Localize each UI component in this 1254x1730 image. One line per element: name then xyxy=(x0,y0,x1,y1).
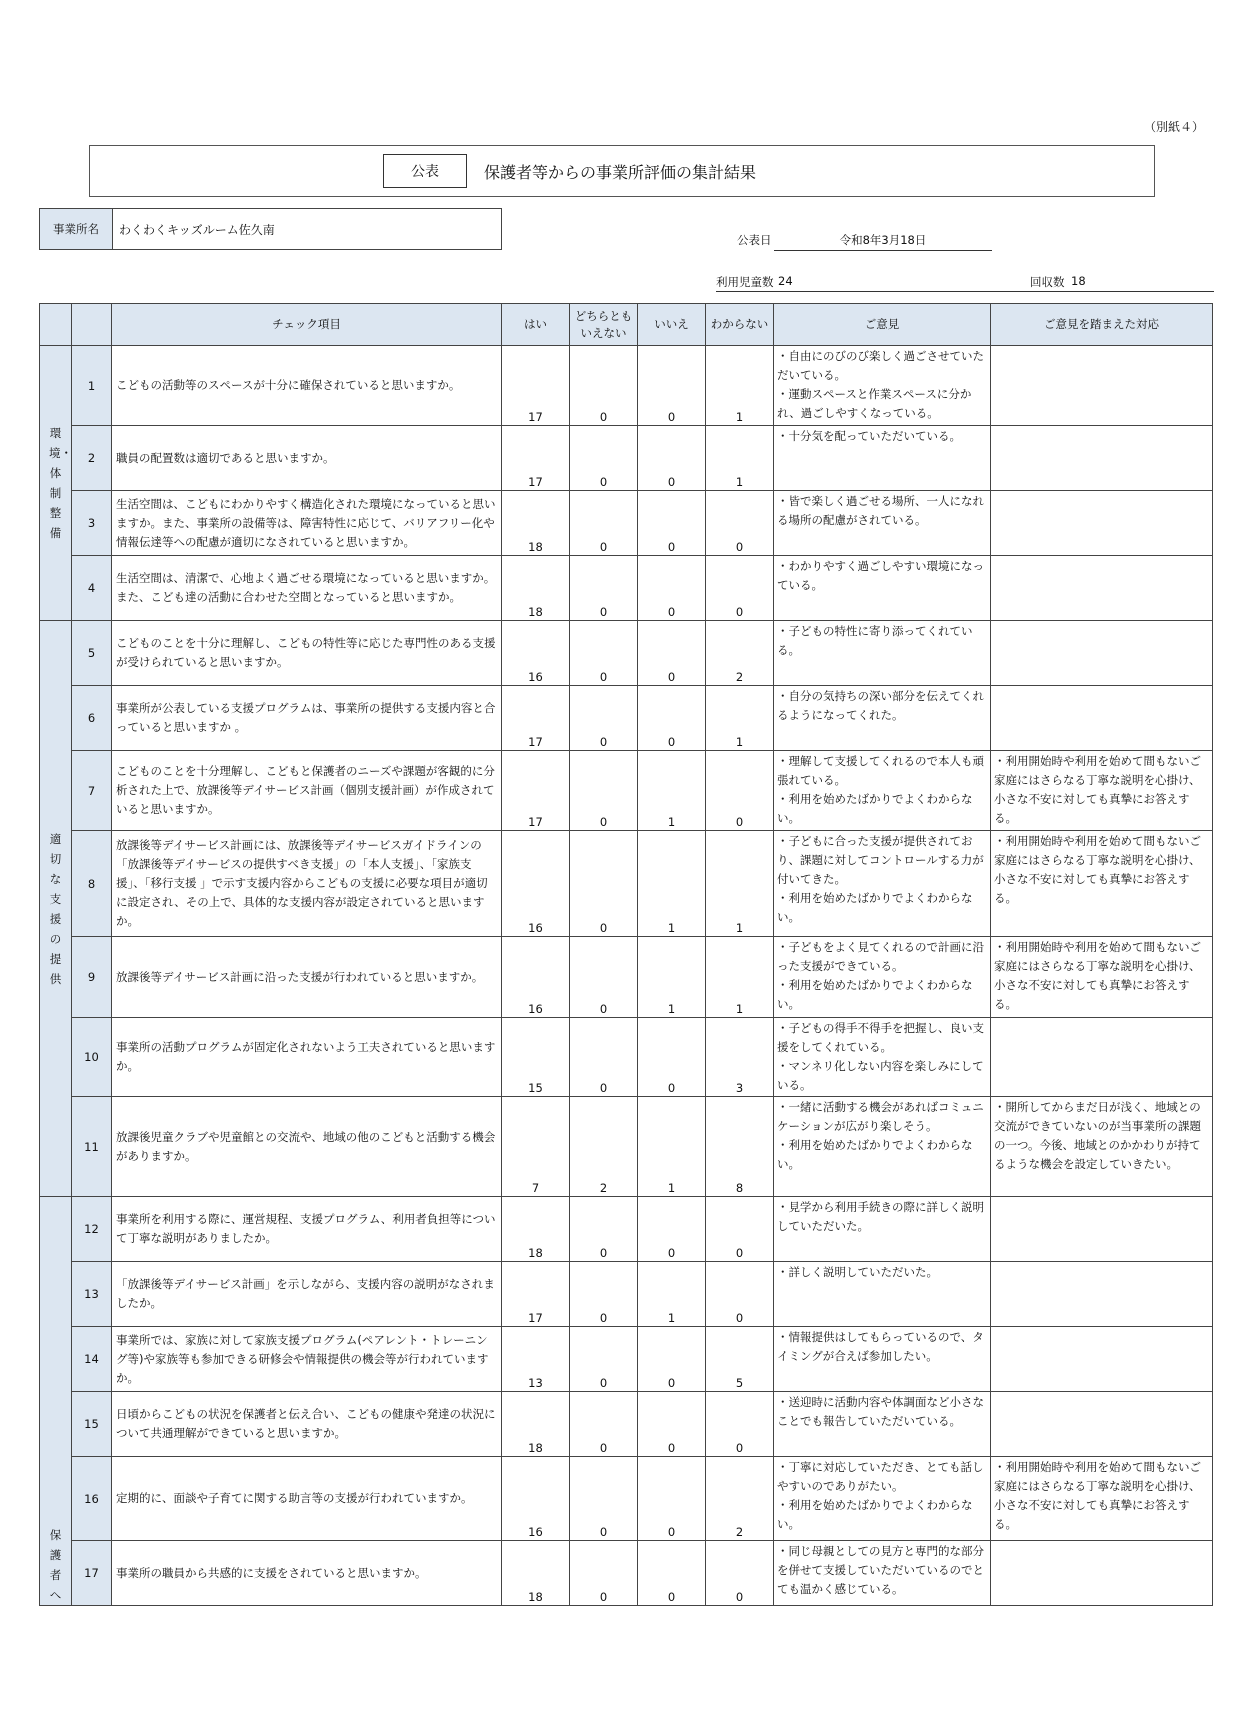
answer-yes: 18 xyxy=(502,1197,570,1262)
opinion-cell: ・理解して支援してくれるので本人も頑張れている。 ・利用を始めたばかりでよくわからない。 xyxy=(774,751,991,831)
answer-neutral: 0 xyxy=(570,1541,638,1606)
table-row xyxy=(40,1541,1213,1606)
answer-yes: 16 xyxy=(502,831,570,937)
answer-yes: 18 xyxy=(502,1392,570,1457)
header-check-item: チェック項目 xyxy=(112,304,502,346)
response-cell xyxy=(991,1327,1213,1392)
table-row xyxy=(40,1327,1213,1392)
office-name-label: 事業所名 xyxy=(40,209,113,249)
response-cell xyxy=(991,346,1213,426)
answer-unknown: 0 xyxy=(706,1262,774,1327)
answer-yes: 15 xyxy=(502,1018,570,1097)
table-row xyxy=(40,686,1213,751)
answer-no: 1 xyxy=(638,1097,706,1197)
answer-neutral: 0 xyxy=(570,1262,638,1327)
publish-badge: 公表 xyxy=(383,154,467,188)
response-cell xyxy=(991,686,1213,751)
opinion-cell: ・同じ母親としての見方と専門的な部分を併せて支援していただいているのでとても温かく感じている。 xyxy=(774,1541,991,1606)
answer-no: 0 xyxy=(638,1457,706,1541)
opinion-cell: ・詳しく説明していただいた。 xyxy=(774,1262,991,1327)
check-item: 放課後児童クラブや児童館との交流や、地域の他のこどもと活動する機会がありますか。 xyxy=(112,1097,502,1197)
check-item: 職員の配置数は適切であると思いますか。 xyxy=(112,426,502,491)
answer-neutral: 0 xyxy=(570,1457,638,1541)
row-number: 17 xyxy=(72,1541,112,1606)
answer-neutral: 0 xyxy=(570,556,638,621)
check-item: 事業所の職員から共感的に支援をされていると思いますか。 xyxy=(112,1541,502,1606)
answer-neutral: 0 xyxy=(570,937,638,1018)
table-row xyxy=(40,1392,1213,1457)
row-number: 4 xyxy=(72,556,112,621)
check-item: 事業所の活動プログラムが固定化されないよう工夫されていると思いますか。 xyxy=(112,1018,502,1097)
page-title: 保護者等からの事業所評価の集計結果 xyxy=(484,163,757,182)
row-number: 13 xyxy=(72,1262,112,1327)
answer-yes: 18 xyxy=(502,1541,570,1606)
opinion-cell: ・自分の気持ちの深い部分を伝えてくれるようになってくれた。 xyxy=(774,686,991,751)
opinion-cell: ・送迎時に活動内容や体調面など小さなことでも報告していただいている。 xyxy=(774,1392,991,1457)
opinion-cell: ・子どもに合った支援が提供されており、課題に対してコントロールする力が付いてきた。 ・利用を始めたばかりでよくわからない。 xyxy=(774,831,991,937)
category-cell: 適切な支援の提供 xyxy=(40,621,72,1197)
check-item: 事業所が公表している支援プログラムは、事業所の提供する支援内容と合っていると思いますか 。 xyxy=(112,686,502,751)
answer-no: 0 xyxy=(638,1327,706,1392)
answer-neutral: 0 xyxy=(570,831,638,937)
answer-no: 1 xyxy=(638,1262,706,1327)
row-number: 2 xyxy=(72,426,112,491)
answer-neutral: 0 xyxy=(570,1392,638,1457)
answer-neutral: 0 xyxy=(570,346,638,426)
table-row xyxy=(40,346,1213,426)
answer-no: 1 xyxy=(638,751,706,831)
answer-unknown: 3 xyxy=(706,1018,774,1097)
opinion-cell: ・自由にのびのび楽しく過ごさせていただいている。 ・運動スペースと作業スペースに分かれ、過ごしやすくなっている。 xyxy=(774,346,991,426)
row-number: 7 xyxy=(72,751,112,831)
response-cell xyxy=(991,556,1213,621)
row-number: 11 xyxy=(72,1097,112,1197)
answer-yes: 18 xyxy=(502,491,570,556)
response-cell xyxy=(991,1018,1213,1097)
answer-unknown: 0 xyxy=(706,1541,774,1606)
answer-neutral: 0 xyxy=(570,751,638,831)
response-cell: ・開所してからまだ日が浅く、地域との交流ができていないのが当事業所の課題の一つ。今後、地域とのかかわりが持てるような機会を設定していきたい。 xyxy=(991,1097,1213,1197)
row-number: 16 xyxy=(72,1457,112,1541)
check-item: こどものことを十分に理解し、こどもの特性等に応じた専門性のある支援が受けられていると思いますか。 xyxy=(112,621,502,686)
response-cell: ・利用開始時や利用を始めて間もないご家庭にはさらなる丁寧な説明を心掛け、小さな不安に対しても真摯にお答えする。 xyxy=(991,937,1213,1018)
answer-unknown: 1 xyxy=(706,831,774,937)
evaluation-table xyxy=(39,303,1213,1606)
response-cell xyxy=(991,426,1213,491)
answer-neutral: 0 xyxy=(570,1327,638,1392)
row-number: 6 xyxy=(72,686,112,751)
table-row xyxy=(40,621,1213,686)
answer-unknown: 0 xyxy=(706,556,774,621)
answer-unknown: 0 xyxy=(706,751,774,831)
table-row xyxy=(40,491,1213,556)
response-cell: ・利用開始時や利用を始めて間もないご家庭にはさらなる丁寧な説明を心掛け、小さな不安に対しても真摯にお答えする。 xyxy=(991,751,1213,831)
publication-date-label: 公表日 xyxy=(737,233,772,247)
header-response: ご意見を踏まえた対応 xyxy=(991,304,1213,346)
answer-yes: 18 xyxy=(502,556,570,621)
table-row xyxy=(40,937,1213,1018)
publication-date-value: 令和8年3月18日 xyxy=(839,233,927,247)
table-row xyxy=(40,1197,1213,1262)
answer-neutral: 0 xyxy=(570,686,638,751)
opinion-cell: ・見学から利用手続きの際に詳しく説明していただいた。 xyxy=(774,1197,991,1262)
row-number: 10 xyxy=(72,1018,112,1097)
response-cell xyxy=(991,621,1213,686)
row-number: 15 xyxy=(72,1392,112,1457)
answer-no: 1 xyxy=(638,937,706,1018)
answer-no: 0 xyxy=(638,491,706,556)
opinion-cell: ・わかりやすく過ごしやすい環境になっている。 xyxy=(774,556,991,621)
answer-yes: 17 xyxy=(502,751,570,831)
answer-unknown: 8 xyxy=(706,1097,774,1197)
table-row xyxy=(40,426,1213,491)
row-number: 14 xyxy=(72,1327,112,1392)
answer-no: 0 xyxy=(638,686,706,751)
answer-no: 0 xyxy=(638,1392,706,1457)
row-number: 1 xyxy=(72,346,112,426)
response-cell: ・利用開始時や利用を始めて間もないご家庭にはさらなる丁寧な説明を心掛け、小さな不安に対しても真摯にお答えする。 xyxy=(991,831,1213,937)
answer-yes: 17 xyxy=(502,346,570,426)
check-item: 生活空間は、清潔で、心地よく過ごせる環境になっていると思いますか。また、こども達の活動に合わせた空間となっていると思いますか。 xyxy=(112,556,502,621)
header-no: いいえ xyxy=(638,304,706,346)
collected-count-value: 18 xyxy=(1071,274,1086,288)
category-cell: 環境・体制整備 xyxy=(40,346,72,621)
header-category xyxy=(40,304,72,346)
row-number: 5 xyxy=(72,621,112,686)
check-item: 事業所では、家族に対して家族支援プログラム(ペアレント・トレーニング等)や家族等も参加できる研修会や情報提供の機会等が行われていますか。 xyxy=(112,1327,502,1392)
count-underline xyxy=(716,291,1214,292)
answer-neutral: 0 xyxy=(570,1197,638,1262)
collected-count-label: 回収数 xyxy=(1030,275,1065,289)
answer-no: 0 xyxy=(638,621,706,686)
check-item: 「放課後等デイサービス計画」を示しながら、支援内容の説明がなされましたか。 xyxy=(112,1262,502,1327)
answer-neutral: 0 xyxy=(570,491,638,556)
response-cell xyxy=(991,1262,1213,1327)
row-number: 9 xyxy=(72,937,112,1018)
answer-no: 0 xyxy=(638,426,706,491)
row-number: 12 xyxy=(72,1197,112,1262)
user-count-value: 24 xyxy=(778,274,793,288)
answer-no: 0 xyxy=(638,556,706,621)
row-number: 8 xyxy=(72,831,112,937)
header-number xyxy=(72,304,112,346)
answer-yes: 17 xyxy=(502,1262,570,1327)
answer-no: 0 xyxy=(638,1018,706,1097)
answer-neutral: 2 xyxy=(570,1097,638,1197)
table-row xyxy=(40,1018,1213,1097)
answer-yes: 7 xyxy=(502,1097,570,1197)
check-item: 放課後等デイサービス計画には、放課後等デイサービスガイドラインの「放課後等デイサービスの提供すべき支援」の「本人支援」、「家族支援」、「移行支援 」で示す支援内容からこどもの支援に必要な項目が適切に設定され、その上で、具体的な支援内容が設定されていると思いますか。 xyxy=(112,831,502,937)
attachment-label: （別紙４） xyxy=(1143,120,1204,134)
answer-neutral: 0 xyxy=(570,621,638,686)
header-yes: はい xyxy=(502,304,570,346)
answer-yes: 16 xyxy=(502,1457,570,1541)
answer-yes: 16 xyxy=(502,621,570,686)
check-item: 日頃からこどもの状況を保護者と伝え合い、こどもの健康や発達の状況について共通理解ができていると思いますか。 xyxy=(112,1392,502,1457)
answer-unknown: 0 xyxy=(706,1197,774,1262)
office-name-box xyxy=(39,208,502,250)
response-cell xyxy=(991,1197,1213,1262)
office-name-value: わくわくキッズルーム佐久南 xyxy=(119,222,275,237)
opinion-cell: ・皆で楽しく過ごせる場所、一人になれる場所の配慮がされている。 xyxy=(774,491,991,556)
answer-unknown: 1 xyxy=(706,346,774,426)
answer-unknown: 1 xyxy=(706,686,774,751)
answer-neutral: 0 xyxy=(570,426,638,491)
table-row xyxy=(40,1097,1213,1197)
answer-yes: 13 xyxy=(502,1327,570,1392)
check-item: 生活空間は、こどもにわかりやすく構造化された環境になっていると思いますか。また、事業所の設備等は、障害特性に応じて、バリアフリー化や情報伝達等への配慮が適切になされていると思いますか。 xyxy=(112,491,502,556)
answer-yes: 17 xyxy=(502,426,570,491)
user-count-label: 利用児童数 xyxy=(716,275,774,289)
answer-unknown: 2 xyxy=(706,1457,774,1541)
answer-unknown: 0 xyxy=(706,1392,774,1457)
opinion-cell: ・子どもの特性に寄り添ってくれている。 xyxy=(774,621,991,686)
opinion-cell: ・丁寧に対応していただき、とても話しやすいのでありがたい。 ・利用を始めたばかりでよくわからない。 xyxy=(774,1457,991,1541)
table-row xyxy=(40,1457,1213,1541)
table-row xyxy=(40,1262,1213,1327)
table-header-row xyxy=(40,304,1213,346)
response-cell xyxy=(991,491,1213,556)
response-cell: ・利用開始時や利用を始めて間もないご家庭にはさらなる丁寧な説明を心掛け、小さな不安に対しても真摯にお答えする。 xyxy=(991,1457,1213,1541)
opinion-cell: ・情報提供はしてもらっているので、タイミングが合えば参加したい。 xyxy=(774,1327,991,1392)
response-cell xyxy=(991,1541,1213,1606)
answer-yes: 16 xyxy=(502,937,570,1018)
answer-no: 0 xyxy=(638,1541,706,1606)
answer-unknown: 1 xyxy=(706,937,774,1018)
answer-unknown: 0 xyxy=(706,491,774,556)
answer-no: 0 xyxy=(638,346,706,426)
answer-unknown: 1 xyxy=(706,426,774,491)
answer-no: 0 xyxy=(638,1197,706,1262)
header-neutral: どちらとも いえない xyxy=(570,304,638,346)
response-cell xyxy=(991,1392,1213,1457)
publication-date-underline xyxy=(774,250,992,251)
opinion-cell: ・一緒に活動する機会があればコミュニケーションが広がり楽しそう。 ・利用を始めたばかりでよくわからない。 xyxy=(774,1097,991,1197)
check-item: 放課後等デイサービス計画に沿った支援が行われていると思いますか。 xyxy=(112,937,502,1018)
answer-neutral: 0 xyxy=(570,1018,638,1097)
answer-yes: 17 xyxy=(502,686,570,751)
row-number: 3 xyxy=(72,491,112,556)
answer-unknown: 2 xyxy=(706,621,774,686)
check-item: こどものことを十分理解し、こどもと保護者のニーズや課題が客観的に分析された上で、放課後等デイサービス計画（個別支援計画）が作成されていると思いますか。 xyxy=(112,751,502,831)
check-item: 事業所を利用する際に、運営規程、支援プログラム、利用者負担等について丁寧な説明がありましたか。 xyxy=(112,1197,502,1262)
answer-no: 1 xyxy=(638,831,706,937)
table-row xyxy=(40,751,1213,831)
check-item: こどもの活動等のスペースが十分に確保されていると思いますか。 xyxy=(112,346,502,426)
opinion-cell: ・子どもの得手不得手を把握し、良い支援をしてくれている。 ・マンネリ化しない内容を楽しみにしている。 xyxy=(774,1018,991,1097)
table-row xyxy=(40,556,1213,621)
table-row xyxy=(40,831,1213,937)
opinion-cell: ・子どもをよく見てくれるので計画に沿った支援ができている。 ・利用を始めたばかりでよくわからない。 xyxy=(774,937,991,1018)
check-item: 定期的に、面談や子育てに関する助言等の支援が行われていますか。 xyxy=(112,1457,502,1541)
header-opinion: ご意見 xyxy=(774,304,991,346)
answer-unknown: 5 xyxy=(706,1327,774,1392)
opinion-cell: ・十分気を配っていただいている。 xyxy=(774,426,991,491)
category-cell: 保護者へ xyxy=(40,1197,72,1606)
header-unknown: わからない xyxy=(706,304,774,346)
